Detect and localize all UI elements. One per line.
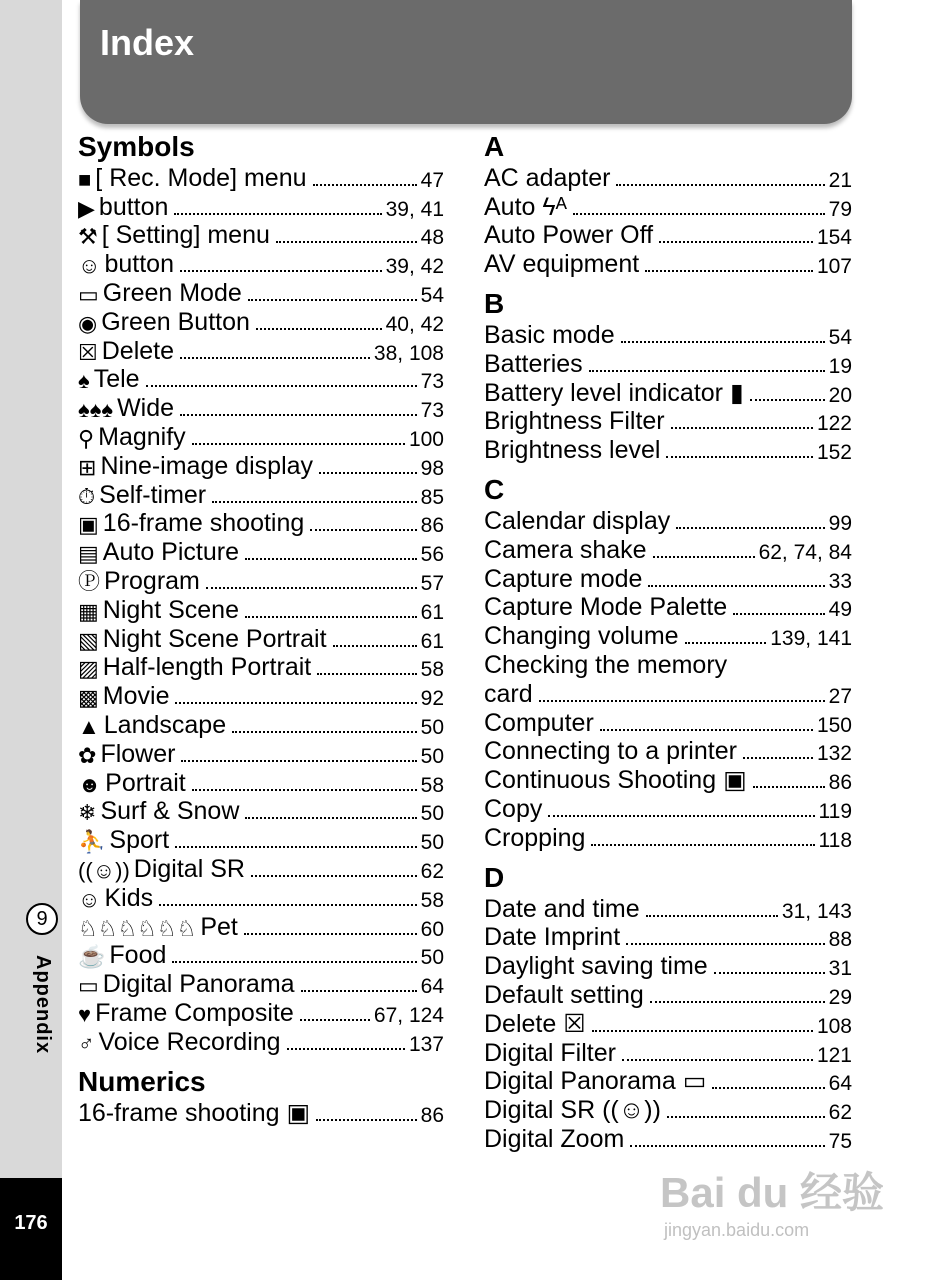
dot-leader [622,1059,813,1061]
entry-label: Pet [200,912,238,941]
entry-pages: 119 [818,799,852,823]
entry-pages: 61 [420,629,444,653]
dot-leader [180,414,417,416]
entry-label: Voice Recording [98,1027,281,1056]
auto-picture-icon: ▤ [78,541,99,567]
dot-leader [172,961,416,963]
entry-label: Batteries [484,349,583,378]
index-column-left [78,130,444,1128]
entry-pages: 152 [816,441,852,465]
index-column-right [484,130,852,1154]
entry-label: Capture mode [484,564,643,593]
index-entry[interactable] [78,654,444,683]
entry-pages: 48 [420,226,444,250]
entry-label: Food [109,941,167,970]
entry-pages: 62, 74, 84 [758,540,852,564]
magnify-icon: ⚲ [78,425,95,451]
entry-pages: 38, 108 [373,341,444,365]
entry-pages: 62 [828,1101,852,1125]
dot-leader [592,1030,813,1032]
night-scene-icon: ▦ [78,598,99,624]
entry-label: button [98,192,169,221]
entry-label: Green Mode [102,278,242,307]
index-entry[interactable] [78,942,444,971]
camera-icon: ■ [78,166,92,192]
entry-pages: 100 [408,427,444,451]
entry-label: Digital Panorama ▭ [484,1067,707,1096]
entry-label: [ Rec. Mode] menu [95,163,307,192]
chapter-number-badge: 9 [26,903,58,935]
dot-leader [245,616,417,618]
entry-pages: 64 [828,1072,852,1096]
dot-leader [650,1001,825,1003]
entry-pages: 50 [420,715,444,739]
self-timer-icon: ⏱ [78,483,96,509]
entry-label: Green Button [101,307,250,336]
section-heading: Symbols [78,131,195,162]
index-entry[interactable] [484,507,852,536]
entry-label: Changing volume [484,622,679,651]
dot-leader [175,702,416,704]
index-entry[interactable] [78,366,444,395]
dot-leader [733,613,824,615]
night-portrait-icon: ▧ [78,627,99,653]
dot-leader [591,844,814,846]
entry-pages: 122 [816,412,852,436]
index-entry[interactable] [78,625,444,654]
index-entry[interactable] [484,436,852,465]
entry-label: Night Scene Portrait [102,624,327,653]
index-entry[interactable] [78,193,444,222]
entry-label: Tele [93,365,140,394]
index-entry[interactable] [484,680,852,709]
entry-label: Cropping [484,823,586,852]
dot-leader [659,241,813,243]
index-entry[interactable] [78,538,444,567]
entry-label: Portrait [105,768,186,797]
entry-pages: 50 [420,802,444,826]
dot-leader [548,815,814,817]
entry-pages: 31, 143 [781,899,852,923]
entry-label: Movie [102,682,170,711]
entry-pages: 75 [828,1129,852,1153]
index-entry[interactable] [484,1039,852,1068]
index-entry[interactable] [78,337,444,366]
dot-leader [539,700,825,702]
dot-leader [146,385,417,387]
index-entry[interactable] [78,711,444,740]
microphone-icon: ♂ [78,1030,95,1056]
entry-pages: 21 [828,168,852,192]
index-entry[interactable] [484,981,852,1010]
entry-pages: 85 [420,485,444,509]
entry-label: Digital SR [133,854,245,883]
index-entry[interactable] [484,594,852,623]
dot-leader [589,370,825,372]
section-heading: C [484,474,505,506]
index-entry[interactable] [78,394,444,423]
entry-pages: 58 [420,888,444,912]
index-entry[interactable] [484,408,852,437]
entry-label: Digital Panorama [102,970,295,999]
dot-leader [317,673,416,675]
entry-label: Self-timer [99,480,207,509]
entry-pages: 92 [420,687,444,711]
digital-sr-icon: ((☺)) [78,857,130,883]
dot-leader [685,642,767,644]
dot-leader [600,729,813,731]
entry-pages: 154 [816,226,852,250]
dot-leader [159,904,417,906]
dot-leader [626,943,824,945]
dot-leader [244,933,417,935]
entry-pages: 73 [420,370,444,394]
entry-label: Auto Power Off [484,221,654,250]
dot-leader [648,585,824,587]
dot-leader [248,299,417,301]
dot-leader [245,558,417,560]
trash-icon: ☒ [78,339,98,365]
index-entry[interactable] [484,952,852,981]
entry-label: Digital Zoom [484,1124,625,1153]
index-entry[interactable] [78,222,444,251]
index-entry[interactable] [78,308,444,337]
entry-label: Daylight saving time [484,952,708,981]
dot-leader [753,786,825,788]
entry-pages: 50 [420,831,444,855]
entry-pages: 107 [816,255,852,279]
dot-leader [671,427,813,429]
index-entry[interactable] [484,321,852,350]
entry-label: Wide [117,394,175,423]
entry-label: Delete [101,336,174,365]
entry-label: Default setting [484,980,644,1009]
page-number: 176 [14,1212,48,1234]
entry-pages: 50 [420,946,444,970]
entry-label: Half-length Portrait [102,653,312,682]
entry-pages: 58 [420,773,444,797]
index-entry[interactable] [78,1028,444,1057]
portrait-icon: ☻ [78,771,102,797]
landscape-icon: ▲ [78,713,100,739]
entry-label: Computer [484,708,594,737]
entry-pages: 61 [420,600,444,624]
green-mode-icon: ▭ [78,281,99,307]
entry-label: Surf & Snow [100,797,240,826]
entry-pages: 137 [408,1032,444,1056]
entry-label: Frame Composite [95,998,294,1027]
entry-label: Kids [104,883,154,912]
dot-leader [256,328,382,330]
dot-leader [300,1019,370,1021]
index-entry[interactable] [484,1068,852,1097]
entry-pages: 49 [828,598,852,622]
sport-icon: ⛹ [78,829,106,855]
entry-pages: 73 [420,399,444,423]
entry-label: Auto ϟᴬ [484,192,567,221]
chapter-label: Appendix [32,955,54,1055]
dot-leader [174,213,381,215]
entry-label: Magnify [98,422,186,451]
index-entry[interactable] [78,855,444,884]
index-entry[interactable] [484,895,852,924]
dot-leader [313,184,417,186]
index-entry[interactable] [484,536,852,565]
index-entry[interactable] [78,596,444,625]
index-entry[interactable] [78,1099,444,1128]
dot-leader [621,341,825,343]
program-icon: Ⓟ [78,568,101,594]
index-entry[interactable] [484,1125,852,1154]
face-icon: ☺ [78,253,101,279]
watermark-url: jingyan.baidu.com [664,1220,810,1240]
entry-label: Night Scene [102,595,239,624]
dot-leader [714,972,825,974]
entry-label: Date and time [484,894,640,923]
entry-label: AC adapter [484,163,611,192]
dot-leader [310,529,416,531]
dot-leader [646,915,778,917]
dot-leader [653,556,755,558]
section-heading: D [484,861,505,893]
entry-pages: 27 [828,684,852,708]
entry-pages: 58 [420,658,444,682]
index-entry[interactable] [78,913,444,942]
entry-pages: 98 [420,456,444,480]
entry-pages: 56 [420,543,444,567]
dot-leader [301,990,417,992]
entry-label: button [104,250,174,279]
dot-leader [676,527,824,529]
index-entry[interactable] [484,350,852,379]
half-length-portrait-icon: ▨ [78,656,99,682]
entry-label: Basic mode [484,320,615,349]
entry-pages: 57 [420,571,444,595]
index-entry[interactable] [78,999,444,1028]
dot-leader [287,1048,405,1050]
sixteen-frame-icon: ▣ [78,512,99,538]
dot-leader [192,443,405,445]
page-title: Index [100,22,195,63]
entry-label: Flower [100,739,176,768]
dot-leader [206,587,417,589]
index-entry[interactable] [78,970,444,999]
entry-label: Camera shake [484,535,647,564]
dot-leader [666,456,812,458]
entry-label: [ Setting] menu [101,221,270,250]
index-entry[interactable] [78,510,444,539]
dot-leader [750,399,825,401]
entry-label: Brightness Filter [484,407,665,436]
dot-leader [616,184,824,186]
dot-leader [333,645,417,647]
entry-label: Nine-image display [100,451,314,480]
wrench-icon: ⚒ [78,224,98,250]
entry-pages: 139, 141 [770,627,852,651]
index-entry[interactable] [484,766,852,795]
entry-pages: 108 [816,1014,852,1038]
index-entry[interactable] [484,738,852,767]
index-entry[interactable] [484,622,852,651]
index-entry[interactable] [78,452,444,481]
entry-label: Auto Picture [102,538,239,567]
entry-label: Continuous Shooting ▣ [484,766,747,795]
index-entry[interactable] [484,193,852,222]
entry-pages: 86 [420,514,444,538]
entry-pages: 50 [420,744,444,768]
dot-leader [316,1119,417,1121]
entry-pages: 67, 124 [373,1003,444,1027]
dot-leader [573,213,825,215]
index-entry[interactable] [484,795,852,824]
kids-icon: ☺ [78,886,101,912]
entry-pages: 132 [816,742,852,766]
entry-label: 16-frame shooting [102,509,305,538]
flower-icon: ✿ [78,742,97,768]
entry-label: Connecting to a printer [484,737,737,766]
dot-leader [251,875,417,877]
entry-pages: 20 [828,383,852,407]
entry-pages: 86 [420,1103,444,1127]
entry-pages: 40, 42 [385,312,444,336]
entry-label: Landscape [103,710,227,739]
index-entry[interactable] [78,884,444,913]
index-entry[interactable] [484,565,852,594]
entry-pages: 33 [828,569,852,593]
entry-label: Delete ☒ [484,1009,586,1038]
dot-leader [630,1145,824,1147]
dot-leader [232,731,417,733]
entry-pages: 79 [828,197,852,221]
entry-label: Program [104,566,200,595]
section-heading: Numerics [78,1065,206,1097]
entry-pages: 62 [420,859,444,883]
entry-pages: 29 [828,985,852,1009]
frame-composite-icon: ♥ [78,1001,92,1027]
index-entry[interactable] [78,798,444,827]
entry-label: Battery level indicator ▮ [484,378,744,407]
dot-leader [180,357,370,359]
entry-label: Digital SR ((☺)) [484,1096,661,1125]
index-entry[interactable] [484,651,852,680]
index-entry[interactable] [484,824,852,853]
entry-label: Sport [109,826,170,855]
watermark-logo: Bai du 经验 [660,1169,885,1216]
nine-image-icon: ⊞ [78,454,97,480]
entry-pages: 31 [828,957,852,981]
dot-leader [319,472,417,474]
dot-leader [192,789,417,791]
dot-leader [743,757,813,759]
index-entry[interactable] [484,250,852,279]
dot-leader [276,241,417,243]
dot-leader [645,270,813,272]
movie-icon: ▩ [78,685,99,711]
dot-leader [175,846,416,848]
wide-icon: ♠♠♠ [78,397,114,423]
section-heading: B [484,288,505,320]
entry-pages: 99 [828,511,852,535]
surf-snow-icon: ❄ [78,800,97,826]
dot-leader [667,1116,825,1118]
dot-leader [181,760,416,762]
index-entry[interactable] [78,423,444,452]
entry-label: 16-frame shooting ▣ [78,1098,311,1127]
index-entry[interactable] [78,740,444,769]
index-entry[interactable] [78,164,444,193]
entry-pages: 47 [420,168,444,192]
entry-pages: 39, 41 [385,197,444,221]
entry-pages: 19 [828,354,852,378]
index-entry[interactable] [78,769,444,798]
index-entry[interactable] [484,164,852,193]
entry-pages: 54 [420,283,444,307]
entry-pages: 88 [828,928,852,952]
entry-pages: 54 [828,325,852,349]
entry-pages: 86 [828,771,852,795]
entry-label: AV equipment [484,250,640,279]
index-entry[interactable] [78,682,444,711]
sidebar [0,0,62,1280]
entry-pages: 39, 42 [385,255,444,279]
panorama-icon: ▭ [78,973,99,999]
index-entry[interactable] [484,1010,852,1039]
index-entry[interactable] [78,279,444,308]
entry-label: card [484,679,533,708]
index-entry[interactable] [484,924,852,953]
dot-leader [245,817,416,819]
entry-label: Calendar display [484,506,671,535]
index-entry[interactable] [484,222,852,251]
index-entry[interactable] [484,709,852,738]
index-entry[interactable] [484,379,852,408]
green-button-icon: ◉ [78,310,98,336]
entry-pages: 60 [420,917,444,941]
entry-pages: 150 [816,713,852,737]
entry-label: Checking the memory [484,650,728,679]
entry-pages: 121 [816,1043,852,1067]
index-entry[interactable] [78,250,444,279]
entry-label: Capture Mode Palette [484,593,728,622]
entry-pages: 118 [818,828,852,852]
index-entry[interactable] [78,826,444,855]
entry-label: Digital Filter [484,1038,616,1067]
dot-leader [180,270,382,272]
dot-leader [712,1087,824,1089]
index-entry[interactable] [484,1096,852,1125]
pet-icon: ♘♘♘♘♘♘ [78,915,197,941]
entry-label: Brightness level [484,436,661,465]
tele-icon: ♠ [78,368,90,394]
entry-label: Date Imprint [484,923,621,952]
index-entry[interactable] [78,567,444,596]
entry-label: Copy [484,794,543,823]
header-bar [80,0,852,124]
section-heading: A [484,131,505,162]
dot-leader [212,501,417,503]
entry-pages: 64 [420,975,444,999]
play-icon: ▶ [78,195,95,221]
food-icon: ☕ [78,944,106,970]
index-entry[interactable] [78,481,444,510]
